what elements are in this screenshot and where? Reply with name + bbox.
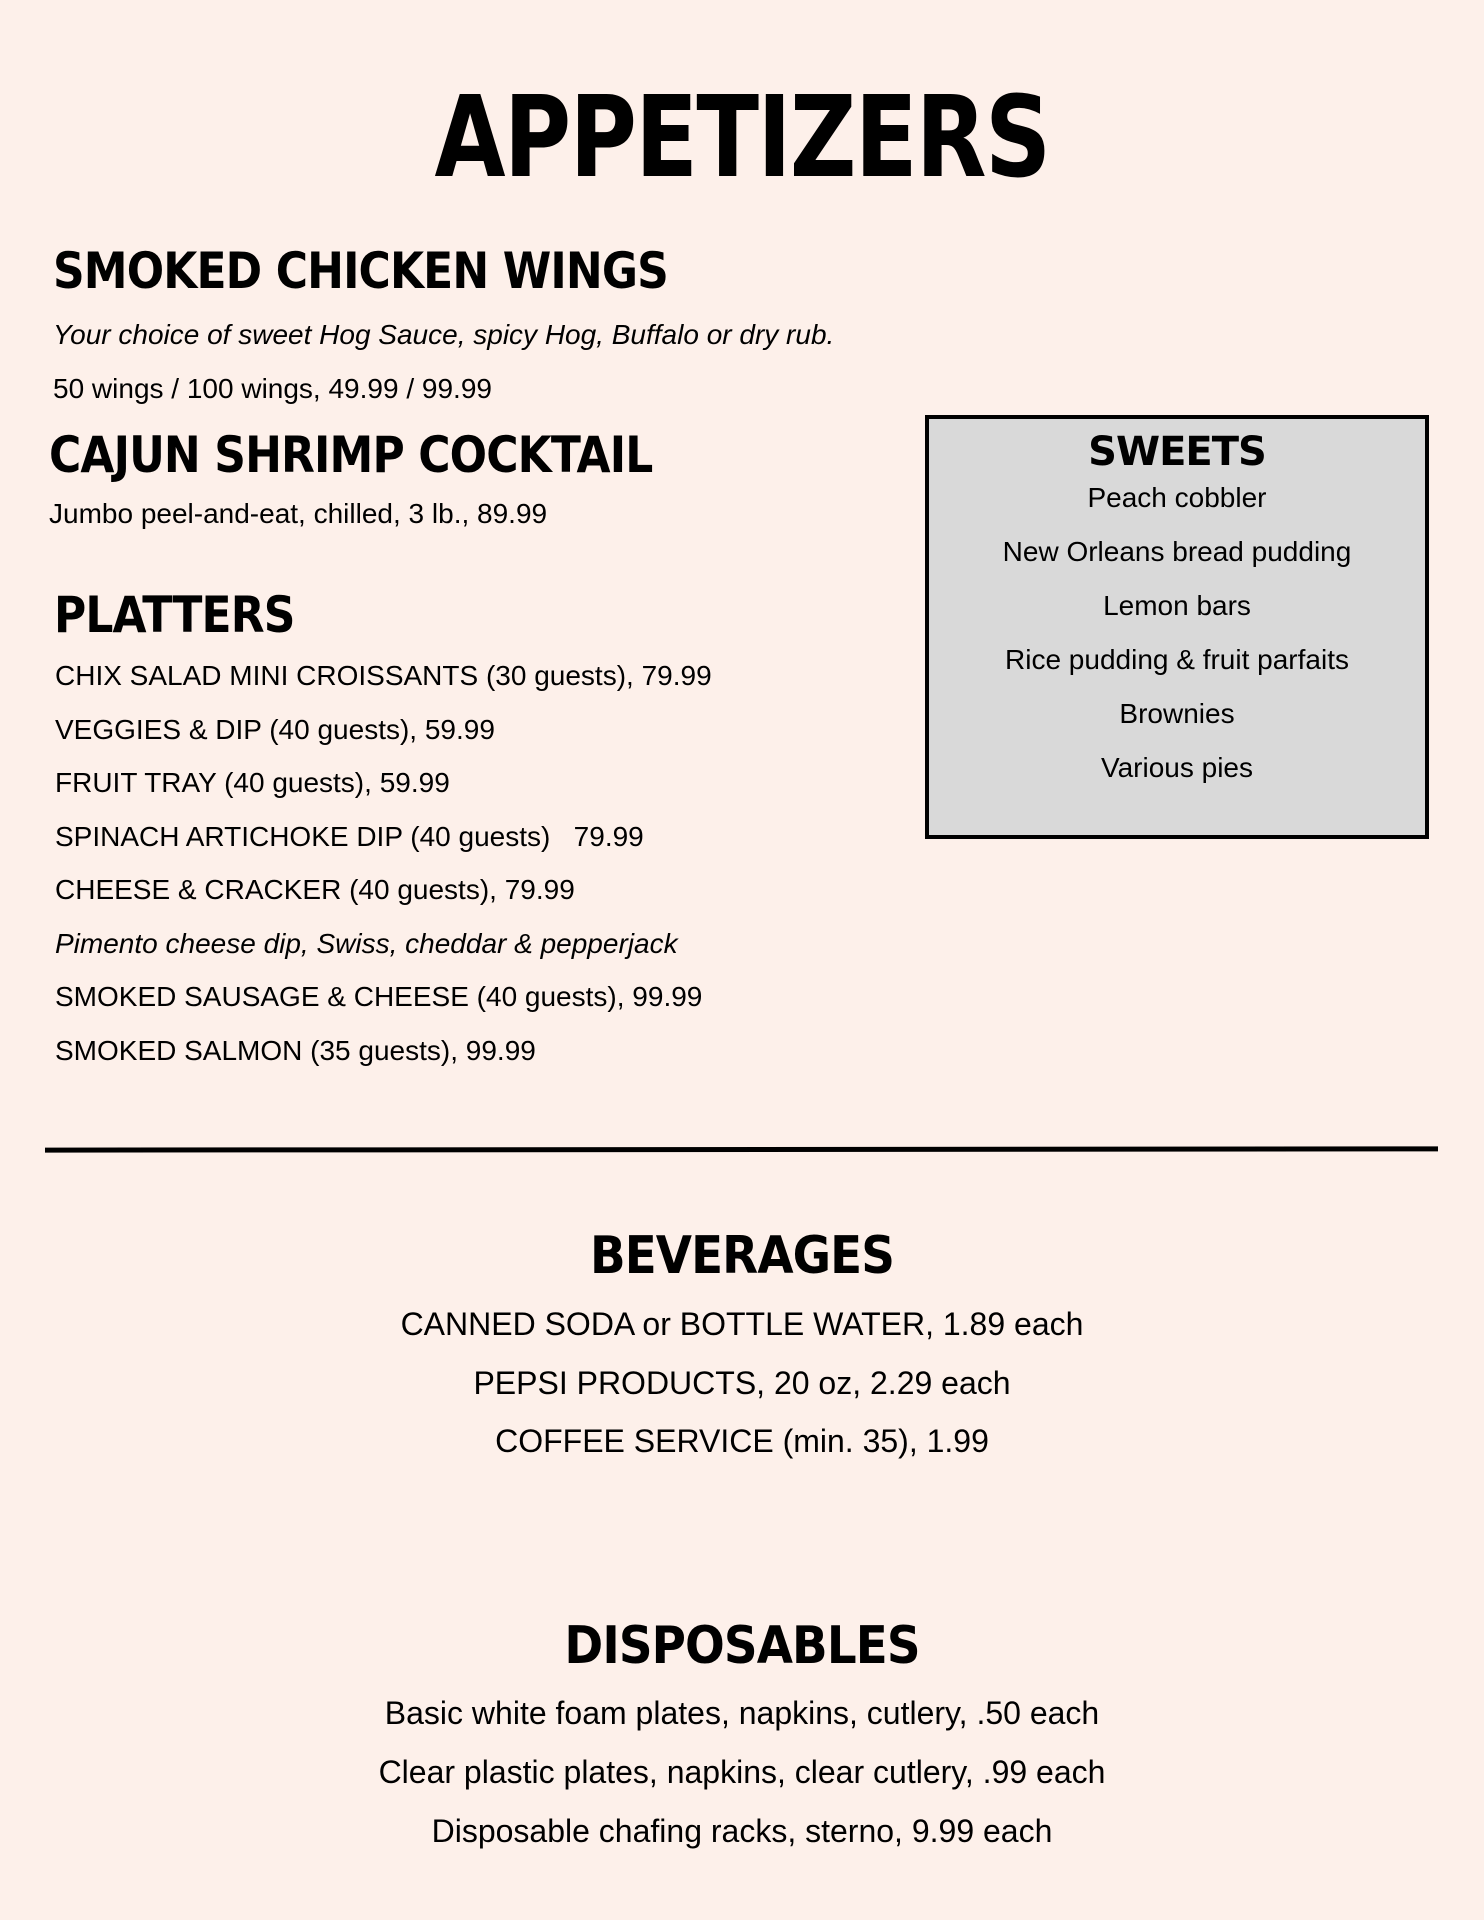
platter-item: SPINACH ARTICHOKE DIP (40 guests) 79.99 — [55, 821, 644, 852]
sweets-item: Brownies — [1119, 698, 1235, 729]
platter-item: SMOKED SALMON (35 guests), 99.99 — [55, 1035, 536, 1066]
shrimp-heading: CAJUN SHRIMP COCKTAIL — [49, 426, 653, 484]
disposables-heading: DISPOSABLES — [564, 1616, 920, 1676]
disposable-item: Basic white foam plates, napkins, cutlery, .50 each — [384, 1695, 1100, 1731]
disposable-item: Clear plastic plates, napkins, clear cutlery, .99 each — [378, 1754, 1106, 1790]
platters-heading: PLATTERS — [54, 586, 295, 644]
platter-item-note: Pimento cheese dip, Swiss, cheddar & pepperjack — [55, 928, 678, 959]
disposable-item: Disposable chafing racks, sterno, 9.99 each — [431, 1813, 1053, 1849]
platter-item: VEGGIES & DIP (40 guests), 59.99 — [55, 714, 495, 745]
sweets-item: Lemon bars — [1103, 590, 1251, 621]
sweets-item: Various pies — [1100, 752, 1253, 783]
sweets-box — [925, 415, 1429, 839]
shrimp-price: Jumbo peel-and-eat, chilled, 3 lb., 89.99 — [49, 498, 548, 529]
section-divider — [45, 1146, 1438, 1152]
sweets-list — [929, 474, 1425, 798]
sweets-heading: SWEETS — [1088, 429, 1266, 475]
sweets-item: Peach cobbler — [1087, 482, 1267, 513]
disposables-section — [0, 1616, 1484, 1676]
platter-item: CHEESE & CRACKER (40 guests), 79.99 — [55, 874, 575, 905]
platter-item: FRUIT TRAY (40 guests), 59.99 — [55, 767, 450, 798]
wings-heading: SMOKED CHICKEN WINGS — [53, 242, 668, 300]
beverage-item: PEPSI PRODUCTS, 20 oz, 2.29 each — [473, 1365, 1011, 1401]
platter-item: CHIX SALAD MINI CROISSANTS (30 guests), 79.99 — [55, 660, 712, 691]
wings-price: 50 wings / 100 wings, 49.99 / 99.99 — [53, 373, 492, 404]
beverage-item: COFFEE SERVICE (min. 35), 1.99 — [495, 1423, 989, 1459]
beverage-item: CANNED SODA or BOTTLE WATER, 1.89 each — [400, 1306, 1084, 1342]
sweets-item: New Orleans bread pudding — [1002, 536, 1352, 567]
beverages-heading: BEVERAGES — [589, 1226, 895, 1286]
beverages-section — [0, 1226, 1484, 1286]
wings-description: Your choice of sweet Hog Sauce, spicy Hog, Buffalo or dry rub. — [53, 319, 835, 350]
sweets-item: Rice pudding & fruit parfaits — [1005, 644, 1349, 675]
platter-item: SMOKED SAUSAGE & CHEESE (40 guests), 99.99 — [55, 981, 703, 1012]
page-title: APPETIZERS — [434, 73, 1050, 203]
